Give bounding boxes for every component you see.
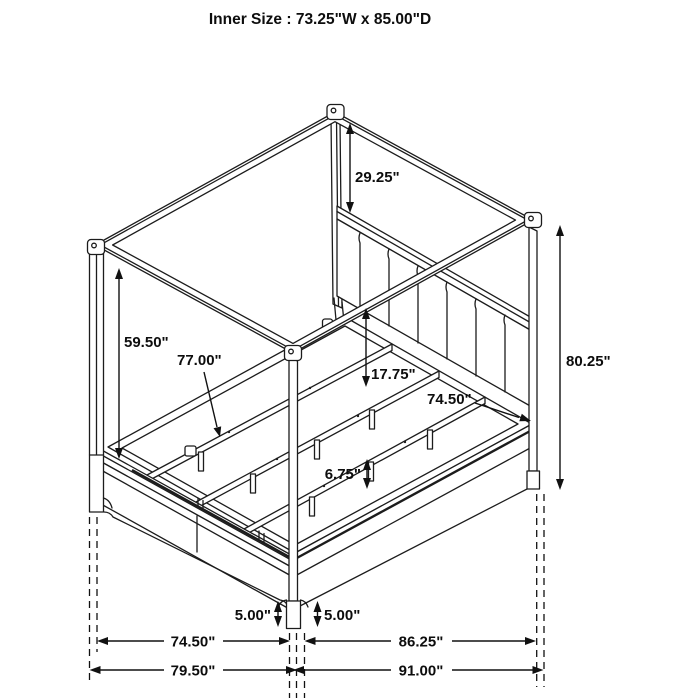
dim-label: 80.25": [566, 353, 611, 370]
dim-foot-height-left: [235, 601, 282, 627]
dim-label: 86.25": [398, 633, 444, 651]
dim-label: 5.00": [234, 607, 271, 624]
dim-inner-depth: [305, 634, 537, 651]
dim-label: 59.50": [124, 334, 169, 351]
rail-connector: [185, 446, 196, 456]
dim-overall-width: [90, 663, 298, 680]
dim-label: 6.75": [324, 466, 361, 483]
dim-label: 74.50": [170, 633, 216, 651]
dim-label: 91.00": [398, 662, 444, 680]
dim-foot-height-right: [314, 601, 361, 627]
dim-label: 5.00": [324, 607, 361, 624]
dim-label: 17.75": [371, 366, 416, 383]
page-title: Inner Size : 73.25"W x 85.00"D: [208, 11, 432, 28]
right-post: [527, 227, 540, 489]
dim-label: 77.00": [177, 352, 222, 369]
dim-label: 29.25": [355, 169, 400, 186]
dim-overall-height: [556, 225, 611, 490]
dim-label: 79.50": [170, 662, 216, 680]
dim-label: 74.50": [427, 391, 472, 408]
dim-inner-width: [97, 634, 290, 651]
dim-overall-depth: [293, 663, 544, 680]
